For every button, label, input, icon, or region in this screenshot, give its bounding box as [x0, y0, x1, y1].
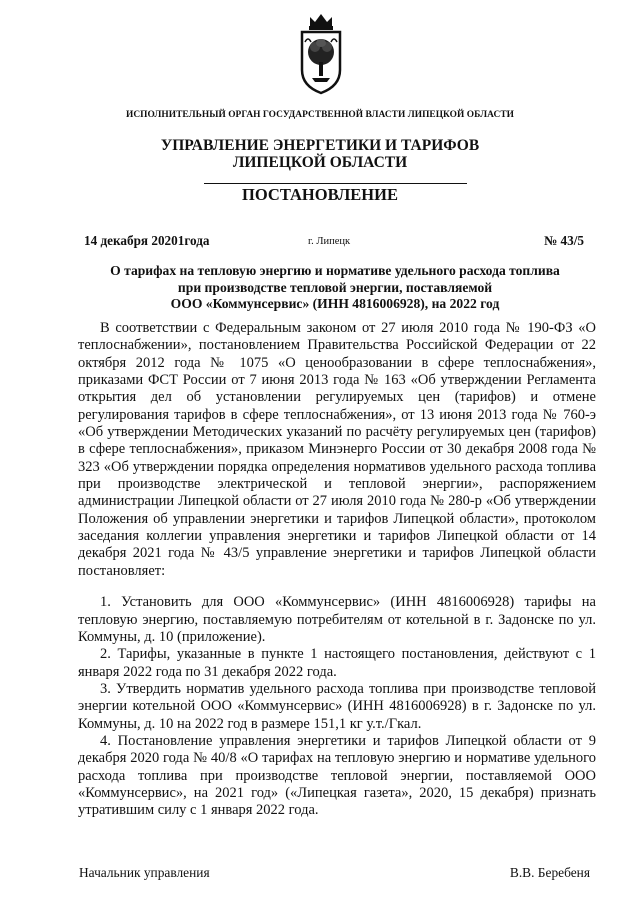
document-type: ПОСТАНОВЛЕНИЕ: [242, 185, 398, 204]
agency-name: ИСПОЛНИТЕЛЬНЫЙ ОРГАН ГОСУДАРСТВЕННОЙ ВЛАСТИ ЛИПЕЦКОЙ ОБЛАСТИ: [126, 110, 514, 120]
resolution-item-3: 3. Утвердить норматив удельного расхода топлива при производстве тепловой энергии котельной ООО «Коммунсервис» (ИНН 4816006928) в г. Задонске по ул. Коммуны, д. 10 на 2022 год в размере 151,1 кг у.т./Гкал.: [78, 680, 596, 732]
department-line-2: ЛИПЕЦКОЙ ОБЛАСТИ: [232, 154, 408, 171]
department-name: [0, 137, 640, 171]
signatory-position: Начальник управления: [79, 865, 210, 880]
signatory-name: В.В. Беребеня: [509, 865, 590, 880]
document-number: № 43/5: [544, 233, 584, 248]
resolution-item-4: 4. Постановление управления энергетики и тарифов Липецкой области от 9 декабря 2020 года № 40/8 «О тарифах на тепловую энергию и нормативе удельного расхода топлива при производстве тепловой энергии, поставляемой ООО «Коммунсервис», на 2021 год» («Липецкая газета», 2020, 15 декабря) признать утратившим силу с 1 января 2022 года.: [78, 732, 596, 819]
department-line-1: УПРАВЛЕНИЕ ЭНЕРГЕТИКИ И ТАРИФОВ: [160, 137, 480, 154]
document-city: г. Липецк: [308, 236, 351, 247]
resolution-item-1: 1. Установить для ООО «Коммунсервис» (ИНН 4816006928) тарифы на тепловую энергию, поставляемую потребителям от котельной в г. Задонске по ул. Коммуны, д. 10 (приложение).: [78, 594, 596, 645]
subject-line-3: ООО «Коммунсервис» (ИНН 4816006928), на 2022 год: [170, 296, 500, 311]
document-subject: [70, 263, 600, 313]
resolution-item-2: 2. Тарифы, указанные в пункте 1 настоящего постановления, действуют с 1 января 2022 года по 31 декабря 2022 года.: [78, 646, 596, 680]
header-divider: [204, 183, 467, 184]
subject-line-2: при производстве тепловой энергии, поставляемой: [177, 279, 493, 295]
coat-of-arms-icon: [296, 12, 346, 96]
subject-line-1: О тарифах на тепловую энергию и нормативе удельного расхода топлива: [110, 263, 560, 278]
document-body: [78, 320, 596, 820]
document-date: 14 декабря 20201года: [84, 233, 210, 248]
preamble-paragraph: В соответствии с Федеральным законом от 27 июля 2010 года № 190-ФЗ «О теплоснабжении», постановлением Правительства Российской Федерации от 22 октября 2012 года № 1075 «О ценообразовании в сфере теплоснабжения», приказами ФСТ России от 7 июня 2013 года № 163 «Об утверждении Регламента открытия дел об установлении регулируемых цен (тарифов) и отмене регулирования тарифов в сфере теплоснабжения», от 13 июня 2013 года № 760-э «Об утверждении Методических указаний по расчёту регулируемых цен (тарифов) в сфере теплоснабжения», приказом Минэнерго России от 30 декабря 2008 года № 323 «Об утверждении порядка определения нормативов удельного расхода топлива при производстве электрической и тепловой энергии», распоряжением администрации Липецкой области от 27 июля 2010 года № 280-р «Об утверждении Положения об управлении энергетики и тарифов Липецкой области», протоколом заседания коллегии управления энергетики и тарифов Липецкой области от 14 декабря 2021 года № 43/5 управление энергетики и тарифов Липецкой области постановляет:: [78, 320, 596, 579]
